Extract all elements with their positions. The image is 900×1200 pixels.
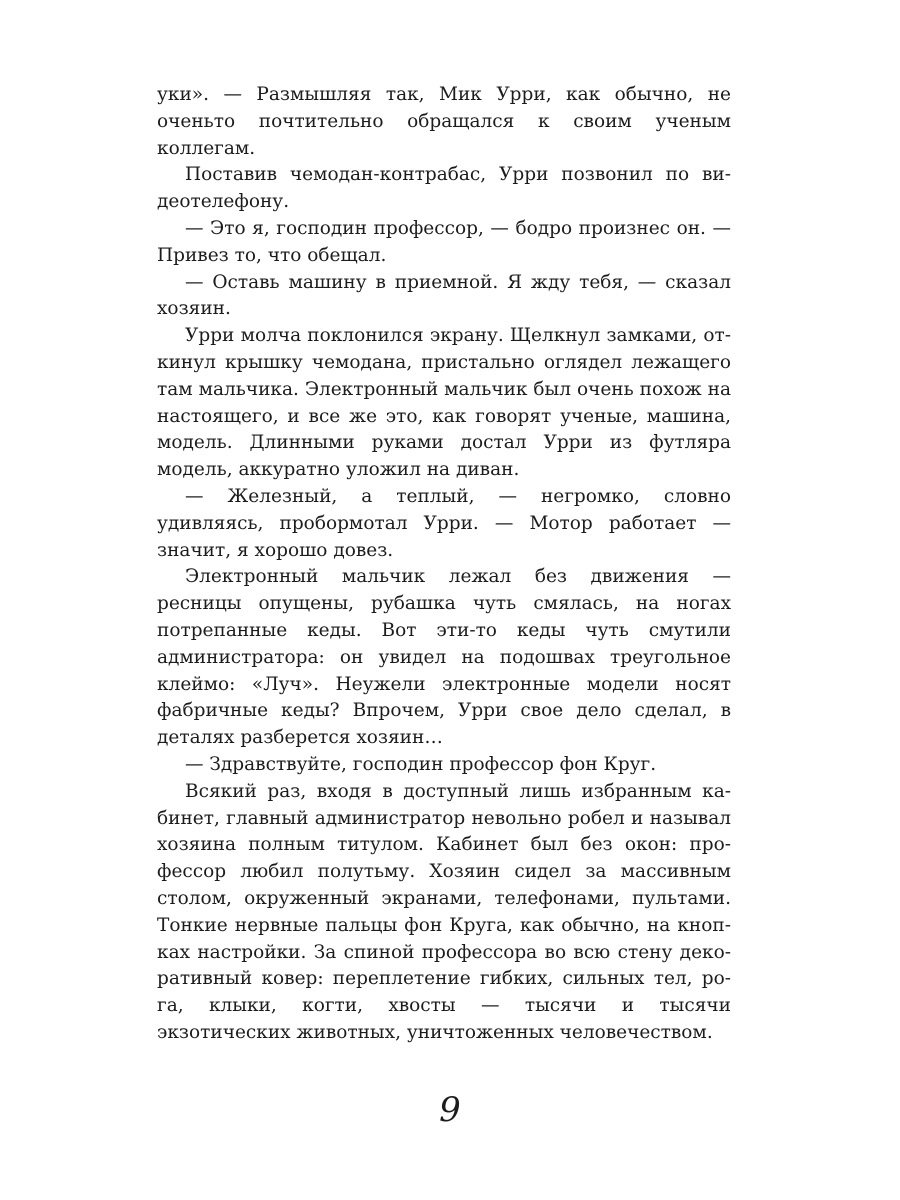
paragraph-6: — Железный, а теплый, — негромко, словно удивляясь, пробормотал Урри. — Мотор работает — значит, я хорошо довез. [157, 485, 731, 561]
paragraph-9: Всякий раз, входя в доступный лишь избранным кабинет, главный администратор невольно робел и называл хозяина полным титулом. Кабинет был без окон: профессор любил полутьму. Хозяин сидел за массивным столом, окруженный экранами, телефонами, пультами. Тонкие нервные пальцы фон Круга, как обычно, на кнопках настройки. За спиной профессора во всю стену декоративный ковер: переплетение гибких, сильных тел, рога, клыки, когти, хвосты — тысячи и тысячи экзотических животных, уничтоженных человечеством. [157, 780, 731, 1043]
paragraph-4: — Оставь машину в приемной. Я жду тебя, — сказал хозяин. [157, 271, 731, 320]
paragraph-2: Поставив чемодан-контрабас, Урри позвонил по видеотелефону. [157, 164, 731, 213]
paragraph-8: — Здравствуйте, господин профессор фон Круг. [185, 753, 657, 775]
paragraph-5: Урри молча поклонился экрану. Щелкнул замками, откинул крышку чемодана, пристально оглядел лежащего там мальчика. Электронный мальчик был очень похож на настоящего, и все же это, как говорят ученые, машина, модель. Длинными руками достал Урри из футляра модель, аккуратно уложил на диван. [157, 325, 731, 481]
paragraph-7: Электронный мальчик лежал без движения — ресницы опущены, рубашка чуть смялась, на ногах потрепанные кеды. Вот эти-то кеды чуть смутили администратора: он увидел на подошвах треугольное клеймо: «Луч». Неужели электронные модели носят фабричные кеды? Впрочем, Урри свое дело сделал, в деталях разберется хозяин… [157, 566, 731, 749]
paragraph-1: уки». — Размышляя так, Мик Урри, как обычно, не оченьто почтительно обращался к своим ученым коллегам. [157, 84, 731, 159]
paragraph-3: — Это я, господин профессор, — бодро произнес он. — Привез то, что обещал. [157, 217, 731, 266]
page-body [157, 82, 731, 1047]
page-number: 9 [439, 1090, 461, 1130]
